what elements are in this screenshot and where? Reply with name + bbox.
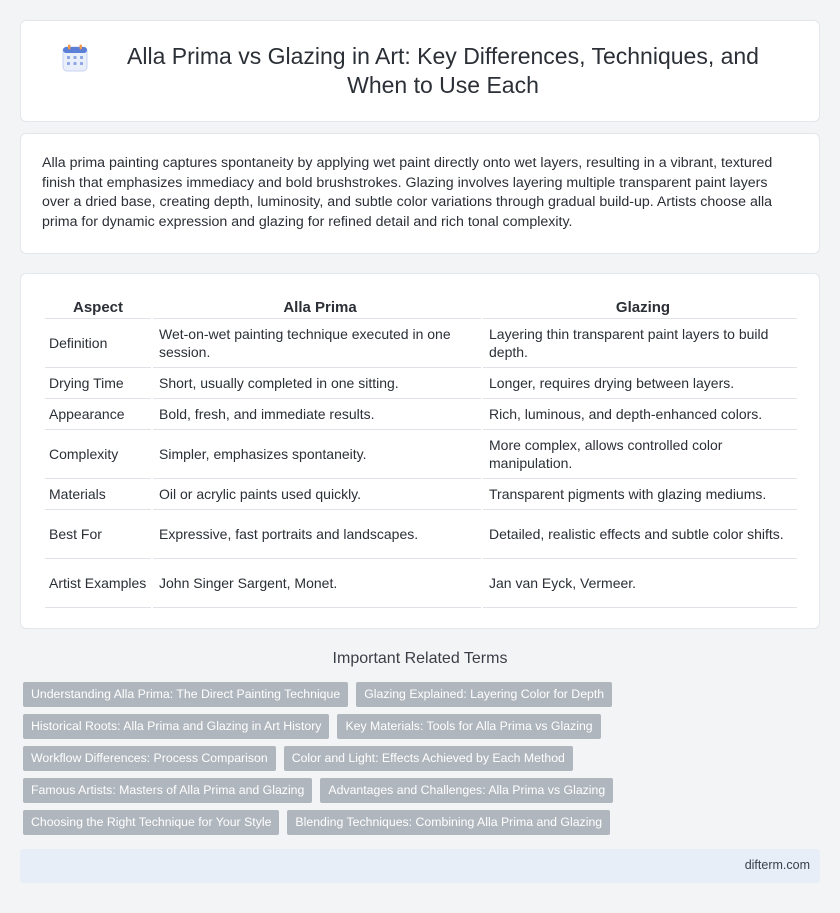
table-row <box>45 479 797 510</box>
tag-row <box>23 746 803 778</box>
cell-aspect: Drying Time <box>45 368 151 399</box>
footer-site-link[interactable]: difterm.com <box>744 858 810 872</box>
cell-alla-prima: Wet-on-wet painting technique executed in one session. <box>153 319 481 368</box>
related-term-tag[interactable]: Choosing the Right Technique for Your Style <box>23 810 279 835</box>
tag-row <box>23 682 803 714</box>
related-term-tag[interactable]: Famous Artists: Masters of Alla Prima and Glazing <box>23 778 312 803</box>
related-term-tag[interactable]: Understanding Alla Prima: The Direct Painting Technique <box>23 682 348 707</box>
cell-aspect: Artist Examples <box>45 559 151 608</box>
cell-alla-prima: John Singer Sargent, Monet. <box>153 559 481 608</box>
table-row <box>45 368 797 399</box>
related-term-tag[interactable]: Glazing Explained: Layering Color for Depth <box>356 682 612 707</box>
related-term-tag[interactable]: Advantages and Challenges: Alla Prima vs Glazing <box>320 778 613 803</box>
header-glazing: Glazing <box>483 296 797 319</box>
cell-alla-prima: Expressive, fast portraits and landscapes. <box>153 510 481 559</box>
intro-card <box>20 133 820 254</box>
intro-paragraph: Alla prima painting captures spontaneity by applying wet paint directly onto wet layers, resulting in a vibrant, textured finish that emphasizes immediacy and bold brushstrokes. Glazing involves layering multiple transparent paint layers over a dried base, creating depth, luminosity, and subtle color variations through gradual build-up. Artists choose alla prima for dynamic expression and glazing for refined detail and rich tonal complexity. <box>42 155 773 230</box>
cell-alla-prima: Bold, fresh, and immediate results. <box>153 399 481 430</box>
related-term-tag[interactable]: Blending Techniques: Combining Alla Prima and Glazing <box>287 810 610 835</box>
comparison-table <box>43 296 799 608</box>
cell-glazing: Jan van Eyck, Vermeer. <box>483 559 797 608</box>
cell-alla-prima: Short, usually completed in one sitting. <box>153 368 481 399</box>
tag-row <box>23 810 803 842</box>
related-terms-list <box>23 682 803 842</box>
related-term-tag[interactable]: Color and Light: Effects Achieved by Each Method <box>284 746 573 771</box>
cell-aspect: Materials <box>45 479 151 510</box>
related-term-tag[interactable]: Key Materials: Tools for Alla Prima vs Glazing <box>337 714 600 739</box>
table-row <box>45 430 797 479</box>
cell-glazing: Rich, luminous, and depth-enhanced colors. <box>483 399 797 430</box>
related-term-tag[interactable]: Workflow Differences: Process Comparison <box>23 746 276 771</box>
related-term-tag[interactable]: Historical Roots: Alla Prima and Glazing in Art History <box>23 714 329 739</box>
tag-row <box>23 714 803 746</box>
cell-aspect: Appearance <box>45 399 151 430</box>
page-title: Alla Prima vs Glazing in Art: Key Differences, Techniques, and When to Use Each <box>127 43 759 98</box>
calendar-grid-icon <box>62 44 88 72</box>
cell-glazing: Longer, requires drying between layers. <box>483 368 797 399</box>
header-aspect: Aspect <box>45 296 151 319</box>
cell-aspect: Complexity <box>45 430 151 479</box>
header-card <box>20 20 820 122</box>
table-header-row <box>45 296 797 319</box>
table-row <box>45 319 797 368</box>
cell-glazing: Layering thin transparent paint layers to build depth. <box>483 319 797 368</box>
header-alla-prima: Alla Prima <box>153 296 481 319</box>
cell-alla-prima: Simpler, emphasizes spontaneity. <box>153 430 481 479</box>
cell-glazing: More complex, allows controlled color manipulation. <box>483 430 797 479</box>
comparison-card <box>20 273 820 629</box>
tag-row <box>23 778 803 810</box>
cell-glazing: Transparent pigments with glazing mediums. <box>483 479 797 510</box>
table-row <box>45 559 797 608</box>
footer <box>20 849 820 883</box>
cell-aspect: Best For <box>45 510 151 559</box>
title-wrap <box>60 42 780 100</box>
table-row <box>45 510 797 559</box>
related-terms-title: Important Related Terms <box>332 650 508 667</box>
cell-glazing: Detailed, realistic effects and subtle color shifts. <box>483 510 797 559</box>
cell-aspect: Definition <box>45 319 151 368</box>
cell-alla-prima: Oil or acrylic paints used quickly. <box>153 479 481 510</box>
table-row <box>45 399 797 430</box>
